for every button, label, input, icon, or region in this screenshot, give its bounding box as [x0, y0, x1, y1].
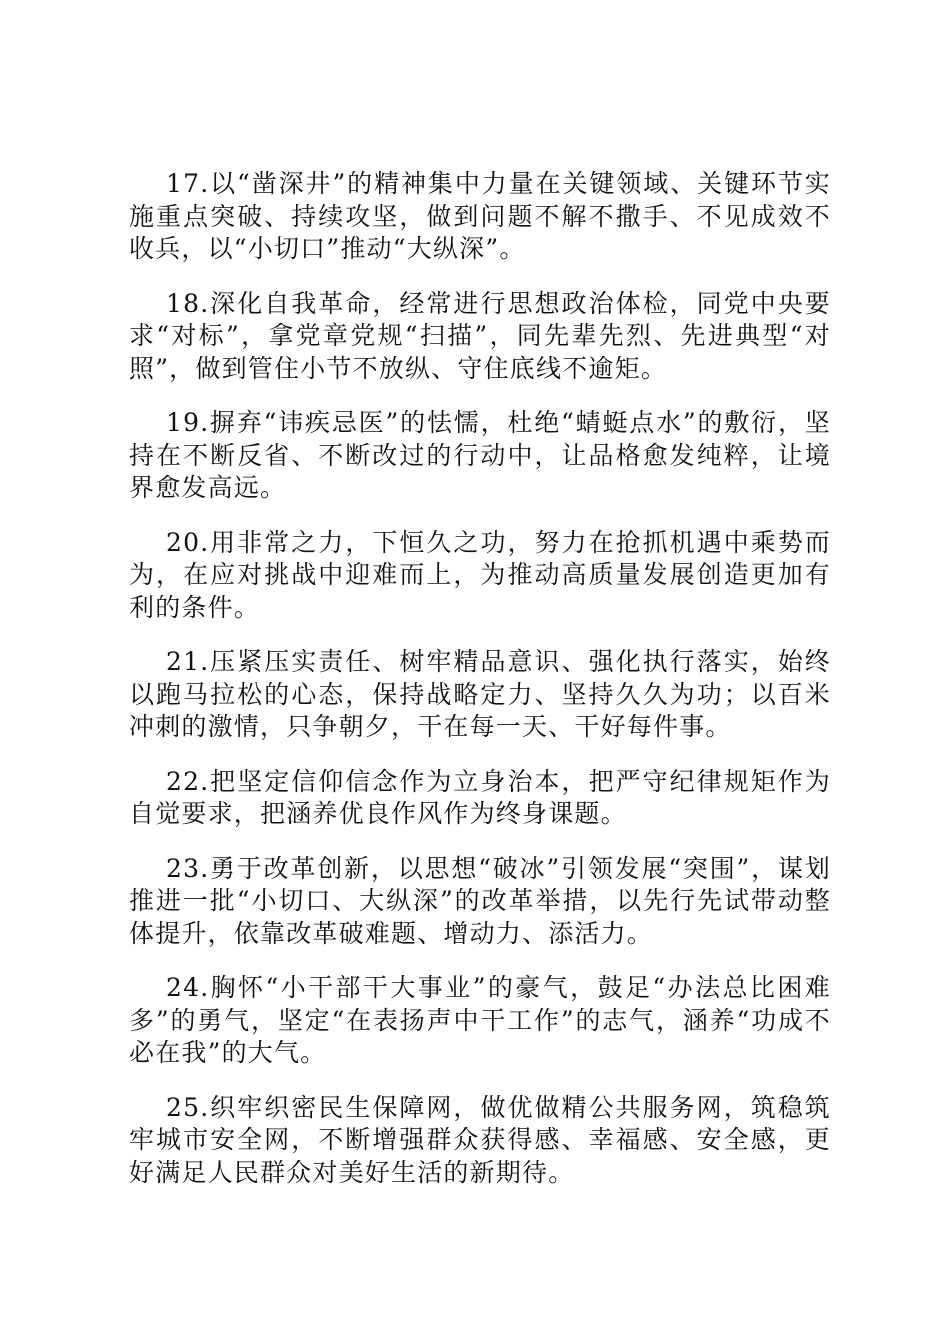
paragraph-20: 20.用非常之力，下恒久之功，努力在抢抓机遇中乘势而为，在应对挑战中迎难而上，为推动高质量发展创造更加有利的条件。: [129, 527, 831, 622]
paragraph-18: 18.深化自我革命，经常进行思想政治体检，同党中央要求“对标”，拿党章党规“扫描”，同先辈先烈、先进典型“对照”，做到管住小节不放纵、守住底线不逾矩。: [129, 288, 831, 383]
document-body: [129, 168, 831, 1211]
paragraph-19: 19.摒弃“讳疾忌医”的怯懦，杜绝“蜻蜓点水”的敷衍，坚持在不断反省、不断改过的行动中，让品格愈发纯粹，让境界愈发高远。: [129, 408, 831, 502]
paragraph-25: 25.织牢织密民生保障网，做优做精公共服务网，筑稳筑牢城市安全网，不断增强群众获得感、幸福感、安全感，更好满足人民群众对美好生活的新期待。: [129, 1092, 831, 1187]
paragraph-17: 17.以“凿深井”的精神集中力量在关键领域、关键环节实施重点突破、持续攻坚，做到问题不解不撒手、不见成效不收兵，以“小切口”推动“大纵深”。: [129, 169, 831, 263]
paragraph-24: 24.胸怀“小干部干大事业”的豪气，鼓足“办法总比困难多”的勇气，坚定“在表扬声中干工作”的志气，涵养“功成不必在我”的大气。: [129, 973, 831, 1067]
paragraph-23: 23.勇于改革创新，以思想“破冰”引领发展“突围”，谋划推进一批“小切口、大纵深”的改革举措，以先行先试带动整体提升，依靠改革破难题、增动力、添活力。: [129, 853, 831, 948]
paragraph-22: 22.把坚定信仰信念作为立身治本，把严守纪律规矩作为自觉要求，把涵养优良作风作为终身课题。: [129, 766, 831, 828]
paragraph-21: 21.压紧压实责任、树牢精品意识、强化执行落实，始终以跑马拉松的心态，保持战略定力、坚持久久为功；以百米冲刺的激情，只争朝夕，干在每一天、干好每件事。: [129, 647, 831, 741]
